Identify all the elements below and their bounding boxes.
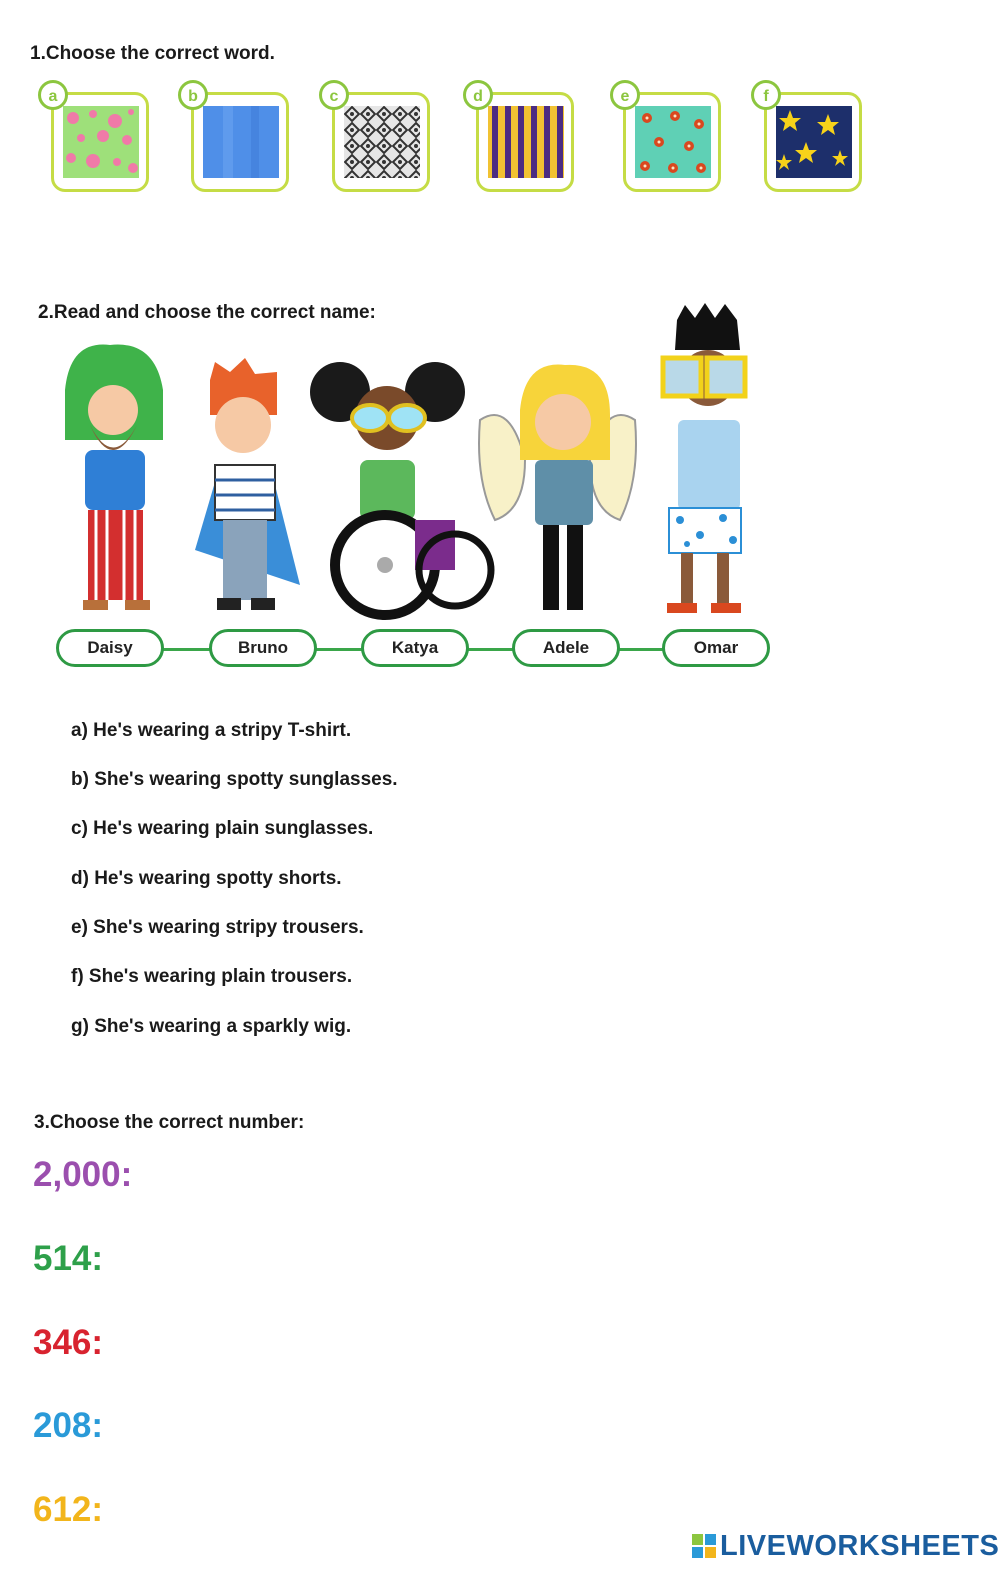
name-label-daisy[interactable]: Daisy (56, 629, 164, 667)
section-3-heading: 3.Choose the correct number: (34, 1112, 305, 1133)
liveworksheets-logo (692, 1530, 999, 1563)
sentence-b: b) She's wearing spotty sunglasses. (71, 769, 398, 790)
katya-figure (310, 362, 491, 615)
swatch-letter: c (319, 80, 349, 110)
name-label-katya[interactable]: Katya (361, 629, 469, 667)
stripy-fabric-icon (488, 106, 564, 178)
swatch-b[interactable] (175, 80, 295, 205)
plain-fabric-icon (203, 106, 279, 178)
flowery-fabric-icon (635, 106, 711, 178)
number-346: 346: (33, 1323, 104, 1362)
swatch-letter: b (178, 80, 208, 110)
swatch-letter: a (38, 80, 68, 110)
swatch-e[interactable] (607, 80, 727, 205)
number-514: 514: (33, 1239, 104, 1278)
bruno-figure (195, 358, 300, 610)
sentence-e: e) She's wearing stripy trousers. (71, 917, 364, 938)
swatch-letter: f (751, 80, 781, 110)
liveworksheets-mark-icon (692, 1534, 716, 1558)
sentence-d: d) He's wearing spotty shorts. (71, 868, 342, 889)
adele-figure (479, 365, 636, 610)
section-1-heading: 1.Choose the correct word. (30, 43, 275, 64)
swatch-d[interactable] (460, 80, 580, 205)
name-label-adele[interactable]: Adele (512, 629, 620, 667)
number-612: 612: (33, 1490, 104, 1529)
spotty-fabric-icon (63, 106, 139, 178)
logo-text: LIVEWORKSHEETS (720, 1530, 1000, 1562)
number-2000: 2,000: (33, 1155, 133, 1194)
omar-figure (663, 303, 745, 613)
number-208: 208: (33, 1406, 104, 1445)
sentence-f: f) She's wearing plain trousers. (71, 966, 353, 987)
daisy-figure (65, 345, 163, 610)
swatch-a[interactable] (35, 80, 155, 205)
name-label-bruno[interactable]: Bruno (209, 629, 317, 667)
patterned-fabric-icon (344, 106, 420, 178)
name-label-omar[interactable]: Omar (662, 629, 770, 667)
sentence-g: g) She's wearing a sparkly wig. (71, 1016, 352, 1037)
swatch-c[interactable] (316, 80, 436, 205)
sentence-c: c) He's wearing plain sunglasses. (71, 818, 374, 839)
characters-picture (55, 300, 775, 630)
swatch-letter: d (463, 80, 493, 110)
swatch-letter: e (610, 80, 640, 110)
sentence-a: a) He's wearing a stripy T-shirt. (71, 720, 352, 741)
swatch-f[interactable] (748, 80, 868, 205)
characters-illustration (55, 300, 775, 630)
section-2-heading: 2.Read and choose the correct name: (38, 302, 376, 323)
starry-fabric-icon (776, 106, 852, 178)
